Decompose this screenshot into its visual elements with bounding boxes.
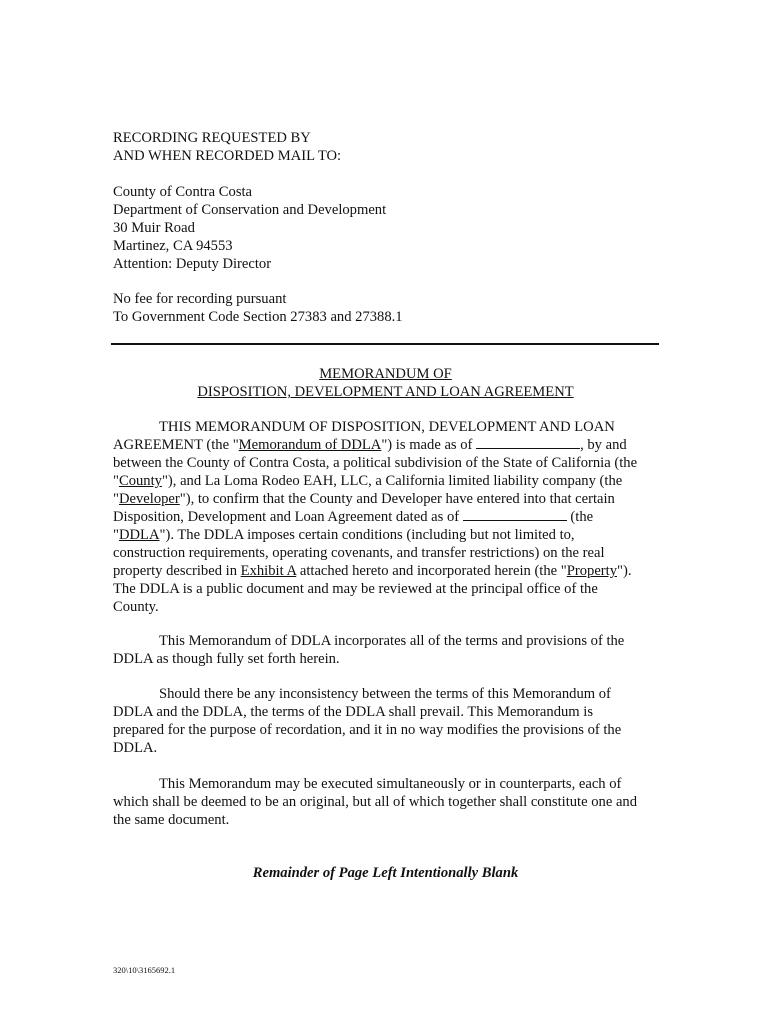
- paragraph-line: County.: [113, 599, 159, 615]
- document-title-line1: MEMORANDUM OF: [319, 366, 452, 382]
- paragraph-line: THIS MEMORANDUM OF DISPOSITION, DEVELOPMENT AND LOAN: [159, 419, 615, 435]
- paragraph-counterparts: [113, 775, 659, 829]
- mailing-address: [113, 183, 658, 273]
- agreement-date-blank: [463, 508, 567, 521]
- paragraph-line: DDLA as though fully set forth herein.: [113, 651, 340, 667]
- paragraph-line: The DDLA is a public document and may be reviewed at the principal office of the: [113, 581, 598, 597]
- defined-term-property: Property: [566, 563, 618, 579]
- defined-term-developer: Developer: [118, 491, 180, 507]
- defined-term-memorandum: Memorandum of DDLA: [238, 437, 382, 453]
- paragraph-line: This Memorandum may be executed simultaneously or in counterparts, each of: [159, 776, 622, 792]
- paragraph-line: which shall be deemed to be an original, but all of which together shall constitute one and: [113, 794, 638, 810]
- paragraph-line: construction requirements, operating covenants, and transfer restrictions) on the real: [113, 545, 605, 561]
- recording-request-block: [113, 129, 658, 165]
- paragraph-line: This Memorandum of DDLA incorporates all of the terms and provisions of the: [159, 633, 625, 649]
- fee-note-line: No fee for recording pursuant: [113, 291, 287, 307]
- paragraph-incorporation: [113, 632, 659, 668]
- paragraph-line: Disposition, Development and Loan Agreement dated as of (the: [113, 509, 594, 525]
- recording-fee-note: [113, 290, 658, 326]
- paragraph-line: DDLA.: [113, 740, 158, 756]
- header-divider: [111, 343, 659, 345]
- defined-term-ddla: DDLA: [118, 527, 160, 543]
- paragraph-line: property described in Exhibit A attached hereto and incorporated herein (the "Property").: [113, 563, 632, 579]
- address-line: 30 Muir Road: [113, 220, 195, 236]
- recorded-mail-to-line: AND WHEN RECORDED MAIL TO:: [113, 148, 342, 164]
- address-line: Martinez, CA 94553: [113, 238, 233, 254]
- paragraph-line: "County"), and La Loma Rodeo EAH, LLC, a California limited liability company (the: [113, 473, 623, 489]
- address-line: Attention: Deputy Director: [113, 256, 272, 272]
- recording-requested-line: RECORDING REQUESTED BY: [113, 130, 311, 146]
- paragraph-memorandum-intro: [113, 418, 659, 616]
- paragraph-line: DDLA and the DDLA, the terms of the DDLA shall prevail. This Memorandum is: [113, 704, 594, 720]
- paragraph-line: prepared for the purpose of recordation, and it in no way modifies the provisions of the: [113, 722, 622, 738]
- address-line: County of Contra Costa: [113, 184, 253, 200]
- address-line: Department of Conservation and Development: [113, 202, 387, 218]
- exhibit-a-reference: Exhibit A: [240, 563, 297, 579]
- fee-note-line: To Government Code Section 27383 and 27388.1: [113, 309, 403, 325]
- paragraph-line: AGREEMENT (the "Memorandum of DDLA") is made as of , by and: [113, 437, 627, 453]
- paragraph-line: between the County of Contra Costa, a political subdivision of the State of California (the: [113, 455, 638, 471]
- document-title-line2: DISPOSITION, DEVELOPMENT AND LOAN AGREEMENT: [197, 384, 574, 400]
- paragraph-line: "Developer"), to confirm that the County and Developer have entered into that certain: [113, 491, 615, 507]
- paragraph-inconsistency: [113, 685, 659, 757]
- paragraph-line: the same document.: [113, 812, 230, 828]
- paragraph-line: "DDLA"). The DDLA imposes certain conditions (including but not limited to,: [113, 527, 575, 543]
- remainder-blank-notice: Remainder of Page Left Intentionally Blank: [252, 865, 519, 881]
- date-blank: [476, 436, 580, 449]
- document-reference-number: 320\10\3165692.1: [113, 965, 176, 975]
- paragraph-line: Should there be any inconsistency between the terms of this Memorandum of: [159, 686, 611, 702]
- defined-term-county: County: [118, 473, 162, 489]
